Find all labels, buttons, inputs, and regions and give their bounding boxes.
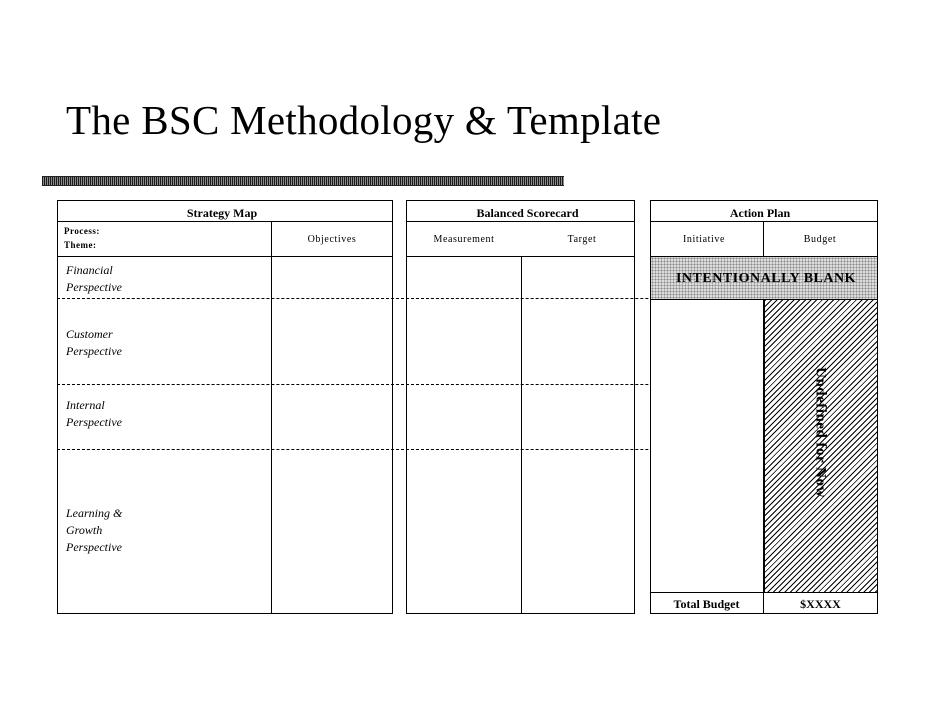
- customer-perspective-line2: Perspective: [66, 344, 122, 358]
- strategy-map-header-divider: [57, 221, 393, 222]
- title-underline-bar: [42, 176, 564, 186]
- learning-perspective-line3: Perspective: [66, 540, 122, 554]
- action-plan-header-divider: [650, 221, 878, 222]
- strategy-map-column-divider: [271, 221, 272, 614]
- total-budget-value: $XXXX: [800, 597, 841, 611]
- balanced-scorecard-header: Balanced Scorecard: [476, 206, 579, 220]
- slide-title: The BSC Methodology & Template: [66, 97, 662, 143]
- financial-perspective-line1: Financial: [66, 263, 113, 277]
- total-budget-divider: [650, 592, 878, 593]
- customer-perspective-line1: Customer: [66, 327, 113, 341]
- intentionally-blank-label: INTENTIONALLY BLANK: [675, 271, 856, 286]
- balanced-scorecard-header-divider: [406, 221, 635, 222]
- learning-perspective-line1: Learning &: [66, 506, 123, 520]
- theme-label: Theme:: [64, 240, 97, 250]
- strategy-map-subheader-divider: [57, 256, 393, 257]
- action-plan-header: Action Plan: [729, 206, 791, 220]
- measurement-column-label: Measurement: [433, 234, 495, 245]
- budget-column-label: Budget: [803, 234, 837, 245]
- initiative-column-label: Initiative: [682, 234, 726, 245]
- target-column-label: Target: [567, 234, 597, 245]
- learning-perspective-line2: Growth: [66, 523, 103, 537]
- objectives-column-label: Objectives: [307, 234, 357, 245]
- strategy-map-header: Strategy Map: [186, 206, 258, 220]
- undefined-for-now-label: Undefined for Now: [812, 367, 829, 498]
- total-budget-label: Total Budget: [673, 597, 740, 611]
- balanced-scorecard-column-divider: [521, 256, 522, 614]
- action-plan-header-column-divider: [763, 221, 764, 256]
- financial-perspective-line2: Perspective: [66, 280, 122, 294]
- internal-perspective-line1: Internal: [66, 398, 105, 412]
- process-label: Process:: [64, 226, 100, 236]
- internal-perspective-line2: Perspective: [66, 415, 122, 429]
